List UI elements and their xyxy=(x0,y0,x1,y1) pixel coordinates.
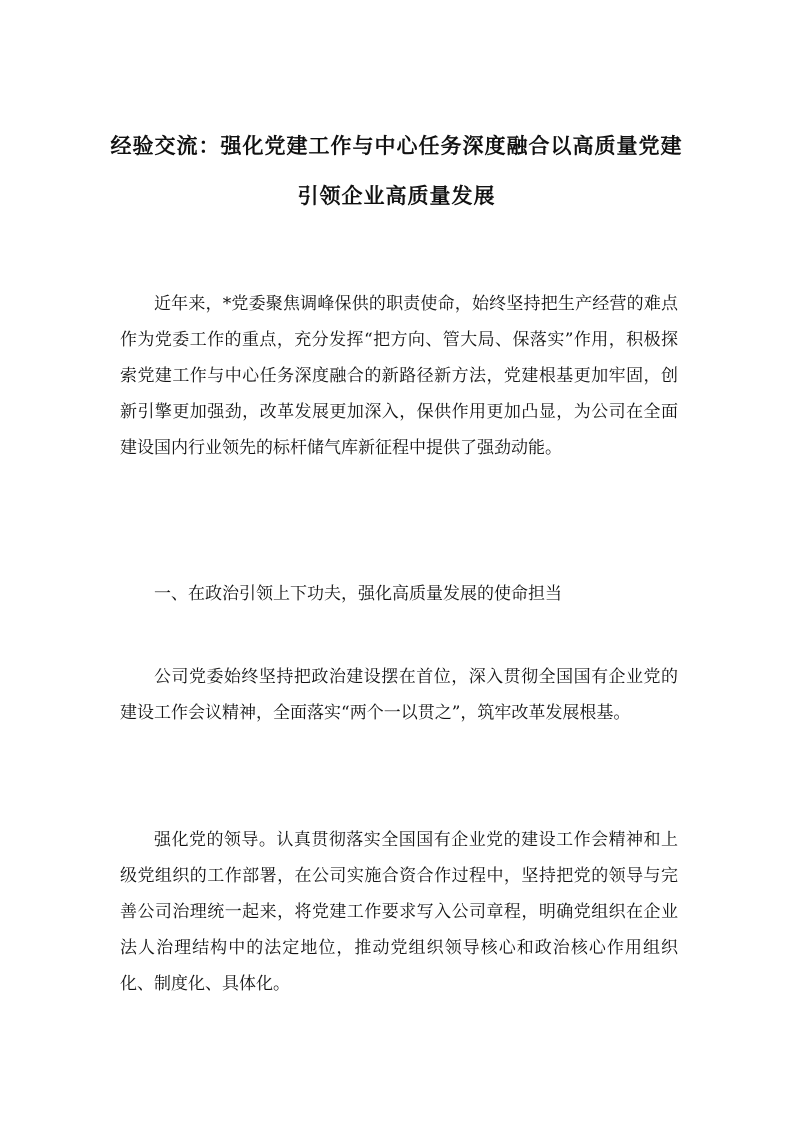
section-point-paragraph: 强化党的领导。认真贯彻落实全国国有企业党的建设工作会精神和上级党组织的工作部署，在公司实施合资合作过程中，坚持把党的领导与完善公司治理统一起来，将党建工作要求写入公司章程，明确党组织在企业法人治理结构中的法定地位，推动党组织领导核心和政治核心作用组织化、制度化、具体化。 xyxy=(120,830,678,994)
section-heading: 一、在政治引领上下功夫，强化高质量发展的使命担当 xyxy=(154,584,562,604)
intro-paragraph: 近年来，*党委聚焦调峰保供的职责使命，始终坚持把生产经营的难点作为党委工作的重点，充分发挥“把方向、管大局、保落实”作用，积极探索党建工作与中心任务深度融合的新路径新方法，党建根基更加牢固，创新引擎更加强劲，改革发展更加深入，保供作用更加凸显，为公司在全面建设国内行业领先的标杆储气库新征程中提供了强劲动能。 xyxy=(120,294,678,458)
section-body-paragraph: 公司党委始终坚持把政治建设摆在首位，深入贯彻全国国有企业党的建设工作会议精神，全面落实“两个一以贯之”，筑牢改革发展根基。 xyxy=(120,667,678,723)
document-title-line-1: 经验交流：强化党建工作与中心任务深度融合以高质量党建 xyxy=(110,134,683,158)
document-title-line-2: 引领企业高质量发展 xyxy=(297,184,496,208)
